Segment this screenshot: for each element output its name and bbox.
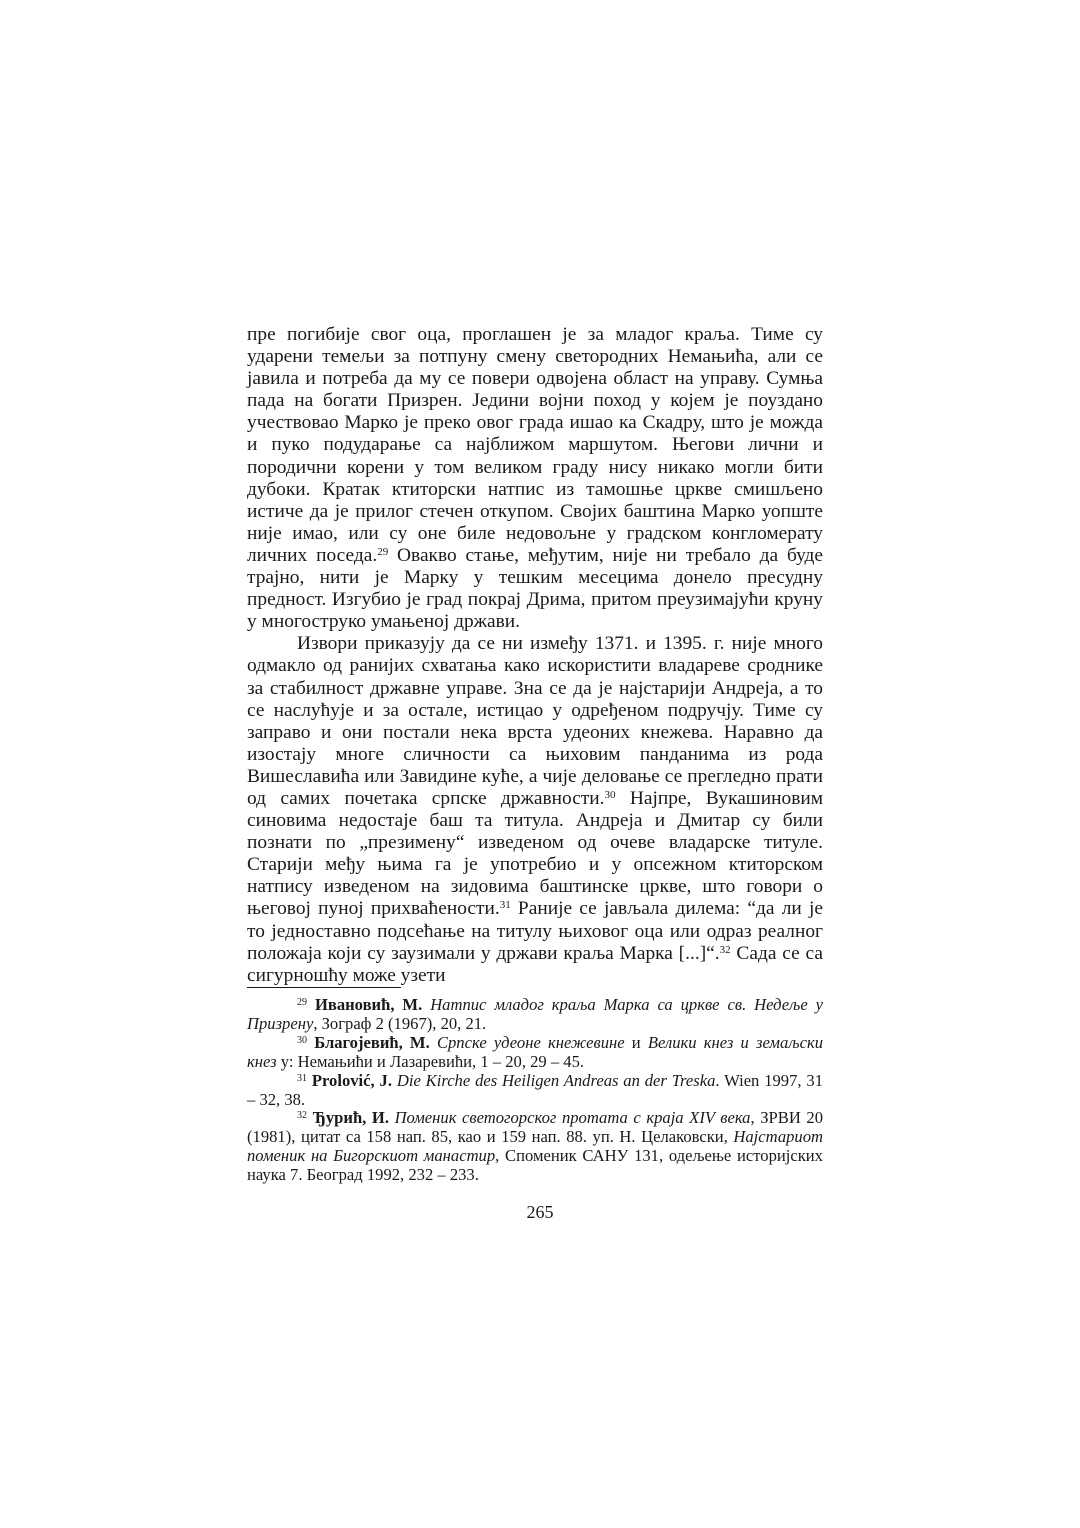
- footnote-title: Die Kirche des Heiligen Andreas an der Treska: [396, 1070, 716, 1090]
- page-number: 265: [526, 1202, 554, 1222]
- footnote-title: Натпис младог краља Марка са цркве св. Недеље у Призрену: [247, 995, 824, 1033]
- footnote-author: Ивановић, М.: [314, 995, 423, 1014]
- footnote-ref-29: 29: [377, 545, 389, 558]
- footnote-31: [247, 1072, 823, 1110]
- footnote-number: 31: [297, 1072, 307, 1084]
- footnote-rest: , Споменик САНУ 131, одељење историјских наука 7. Београд 1992, 232 – 233.: [247, 1146, 823, 1185]
- footnote-title-2: Велики кнез и земаљски кнез: [247, 1032, 824, 1071]
- main-text: [247, 324, 823, 987]
- footnote-title-2: Најстариот поменик на Бигорскиот манастир: [247, 1127, 823, 1166]
- paragraph-2-text-b: Најпре, Вукашиновим синовима недостаје баш та титула. Андреја и Дмитар су били познати по „презимену“ изведеном од очеве владарске титуле. Старији међу њима га је употребио и у опсежном ктиторском натпису изведеном на зидовима баштинске цркве, што говори о његовој пуној прихваћености.: [247, 787, 823, 920]
- paragraph-1-text-b: Овакво стање, међутим, није ни требало да буде трајно, нити је Марку у тешким месецима донело пресудну предност. Изгубио је град покрај Дрима, притом преузимајући круну у многоструко умањеној држави.: [247, 544, 824, 633]
- footnote-rest: у: Немањићи и Лазаревићи, 1 – 20, 29 – 45.: [276, 1051, 585, 1071]
- footnote-title: Поменик светогорског протата с краја XIV века: [394, 1108, 751, 1128]
- footnote-mid: , ЗРВИ 20 (1981), цитат са 158 нап. 85, као и 159 нап. 88. уп. Н. Целаковски,: [247, 1108, 823, 1147]
- footnote-mid: и: [624, 1032, 648, 1052]
- footnote-ref-32: 32: [719, 943, 731, 956]
- footnote-30: [247, 1034, 823, 1072]
- footnote-rest: . Wien 1997, 31 – 32, 38.: [247, 1070, 823, 1109]
- footnote-29: [247, 996, 823, 1034]
- paragraph-2: [247, 633, 823, 987]
- paragraph-1: [247, 324, 823, 633]
- footnote-rest: , Зограф 2 (1967), 20, 21.: [313, 1013, 487, 1033]
- paragraph-2-text-d: Сада се са сигурношћу може узети: [247, 942, 823, 986]
- footnote-ref-30: 30: [604, 788, 616, 801]
- paragraph-2-text-a: Извори приказују да се ни између 1371. и 1395. г. није много одмакло од ранијих схватања како искористити владареве сроднике за стабилност државне управе. Зна се да је најстарији Андреја, а то се наслућује и за остале, истицао у одређеном подручју. Тиме су заправо и они постали нека врста удеоних кнежева. Наравно да изостају многе сличности са њиховим панданима из рода Вишеславића или Завидине куће, а чије деловање се прегледно прати од самих почетака српске државности.: [247, 633, 823, 809]
- footnote-ref-31: 31: [499, 899, 511, 912]
- paragraph-2-text-c: Раније се јављала дилема: “да ли је то једноставно подсећање на титулу њиховог оца или одраз реалног положаја који су заузимали у држави краља Марка [...]“.: [247, 898, 823, 964]
- footnote-separator: [247, 987, 401, 988]
- footnote-32: [247, 1109, 823, 1185]
- paragraph-1-text-a: пре погибије свог оца, проглашен је за младог краља. Тиме су ударени темељи за потпуну смену светородних Немањића, али се јавила и потреба да му се повери одвојена област на управу. Сумња пада на богати Призрен. Једини војни поход у којем је поуздано учествовао Марко је преко овог града ишао ка Скадру, што је можда и пуко подударање са најближом маршутом. Његови лични и породични корени у том великом граду нису никако могли бити дубоки. Кратак ктиторски натпис из тамошње цркве смишљено истиче да је прилог стечен откупом. Својих баштина Марко уопште није имао, или су оне биле недовољне у градском конгломерату личних поседа.: [247, 324, 823, 566]
- footnote-number: 30: [297, 1034, 307, 1046]
- footnote-author: Ђурић, И.: [312, 1108, 389, 1128]
- footnote-author: Prolović, J.: [311, 1070, 392, 1090]
- footnote-author: Благојевић, М.: [314, 1032, 430, 1052]
- footnotes: [247, 996, 823, 1185]
- footnote-number: 32: [297, 1110, 307, 1122]
- footnote-number: 29: [297, 997, 307, 1008]
- footnote-title: Српске удеоне кнежевине: [436, 1032, 625, 1052]
